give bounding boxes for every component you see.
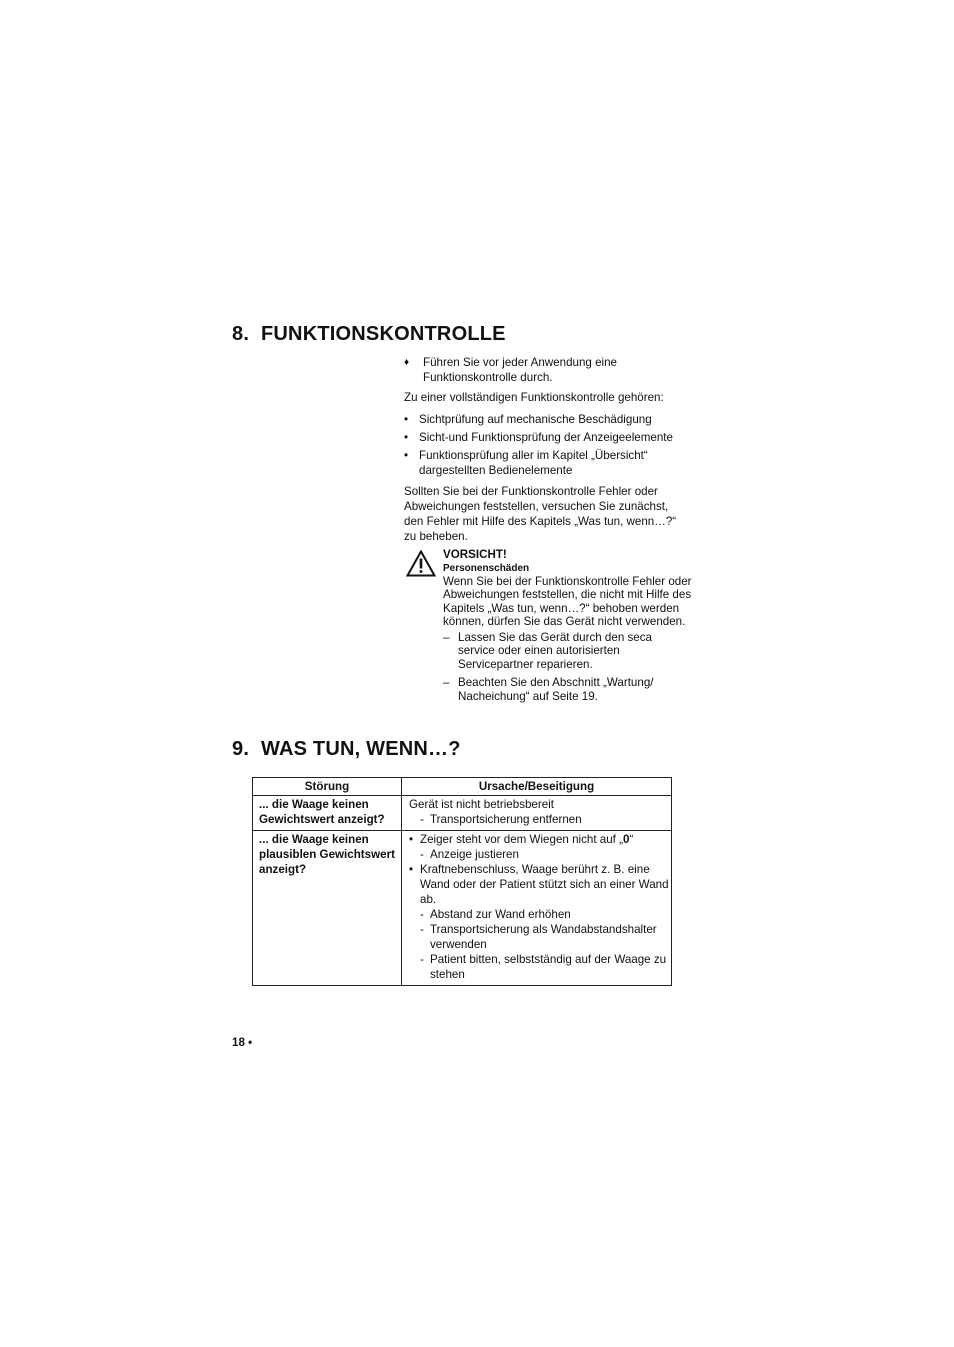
fix-item [409, 812, 670, 827]
cause-text-suffix: “ [629, 833, 634, 846]
dash-icon: - [420, 923, 424, 936]
section-8-body [404, 355, 694, 551]
fix-item [409, 922, 670, 952]
dash-icon: – [443, 630, 450, 644]
checklist-item-text: Sicht-und Funktionsprüfung der Anzeigeelemente [419, 431, 673, 444]
warning-subtitle: Personenschäden [443, 562, 530, 574]
dash-icon: – [443, 676, 450, 689]
cause-text-prefix: Zeiger steht vor dem Wiegen nicht auf „ [420, 833, 623, 846]
checklist-item-text: Sichtprüfung auf mechanische Beschädigung [419, 413, 652, 426]
table-header-row [253, 778, 672, 796]
bullet-icon: • [404, 431, 409, 444]
cause-cell [402, 796, 672, 831]
warning-text [443, 548, 701, 703]
warning-action [443, 676, 701, 703]
page-number: 18 • [232, 1036, 253, 1049]
warning-action [443, 631, 701, 672]
cause-cell [402, 831, 672, 986]
checklist-item [404, 448, 694, 478]
troubleshooting-table [252, 777, 672, 986]
bullet-icon: • [404, 413, 409, 426]
fix-item [409, 847, 670, 862]
section-9-heading [232, 738, 461, 761]
dash-icon: - [420, 908, 424, 921]
dash-icon: - [420, 813, 424, 826]
diamond-bullet-icon: ♦ [404, 357, 410, 368]
cause-text: Kraftnebenschluss, Waage berührt z. B. eine Wand oder der Patient stützt sich an einer Wand ab. [420, 863, 669, 906]
warning-triangle-icon [406, 550, 436, 581]
bullet-icon: • [409, 833, 414, 846]
section-9-number: 9. [232, 738, 250, 760]
warning-action-text: Beachten Sie den Abschnitt „Wartung/ Nacheichung“ auf Seite 19. [458, 676, 654, 703]
bullet-icon: • [409, 863, 414, 876]
dash-icon: - [420, 848, 424, 861]
cause-item [409, 862, 670, 907]
fix-item [409, 907, 670, 922]
column-header-problem: Störung [253, 778, 402, 796]
zero-value: 0 [622, 833, 630, 846]
troubleshoot-paragraph: Sollten Sie bei der Funktionskontrolle Fehler oder Abweichungen feststellen, versuchen Sie zunächst, den Fehler mit Hilfe des Kapitels „Was tun, wenn…?“ zu beheben. [404, 485, 677, 543]
fix-text: Transportsicherung als Wandabstandshalter verwenden [430, 923, 657, 951]
warning-action-text: Lassen Sie das Gerät durch den seca service oder einen autorisierten Servicepartner reparieren. [458, 630, 652, 671]
checklist-intro: Zu einer vollständigen Funktionskontrolle gehören: [404, 391, 664, 404]
section-8-number: 8. [232, 323, 250, 345]
instruction-item [404, 355, 694, 385]
fix-item [409, 952, 670, 982]
section-8-heading [232, 323, 506, 346]
cause-text [420, 832, 633, 847]
table-row [253, 796, 672, 831]
table-row [253, 831, 672, 986]
cause-item [409, 832, 670, 847]
bullet-icon: • [404, 449, 409, 462]
cause-text: Gerät ist nicht betriebsbereit [409, 798, 554, 811]
fix-text: Patient bitten, selbstständig auf der Waage zu stehen [430, 953, 667, 981]
dash-icon: - [420, 953, 424, 966]
fix-text: Abstand zur Wand erhöhen [430, 908, 571, 921]
section-9-title: WAS TUN, WENN…? [261, 738, 461, 760]
checklist-item [404, 430, 694, 445]
column-header-cause: Ursache/Beseitigung [402, 778, 672, 796]
checklist-item [404, 412, 694, 427]
problem-cell: ... die Waage keinen Gewichtswert anzeigt? [253, 796, 402, 831]
warning-body: Wenn Sie bei der Funktionskontrolle Fehler oder Abweichungen feststellen, die nicht mit Hilfe des Kapitels „Was tun, wenn…?“ behoben werden können, dürfen Sie das Gerät nicht verwenden. [443, 574, 692, 628]
fix-text: Anzeige justieren [430, 848, 519, 861]
checklist-item-text: Funktionsprüfung aller im Kapitel „Übersicht“ dargestellten Bedienelemente [419, 449, 648, 477]
fix-text: Transportsicherung entfernen [430, 813, 582, 826]
problem-cell: ... die Waage keinen plausiblen Gewichtswert anzeigt? [253, 831, 402, 986]
section-8-title: FUNKTIONSKONTROLLE [261, 323, 506, 345]
instruction-text: Führen Sie vor jeder Anwendung eine Funktionskontrolle durch. [423, 356, 618, 384]
warning-title: VORSICHT! [443, 548, 507, 561]
